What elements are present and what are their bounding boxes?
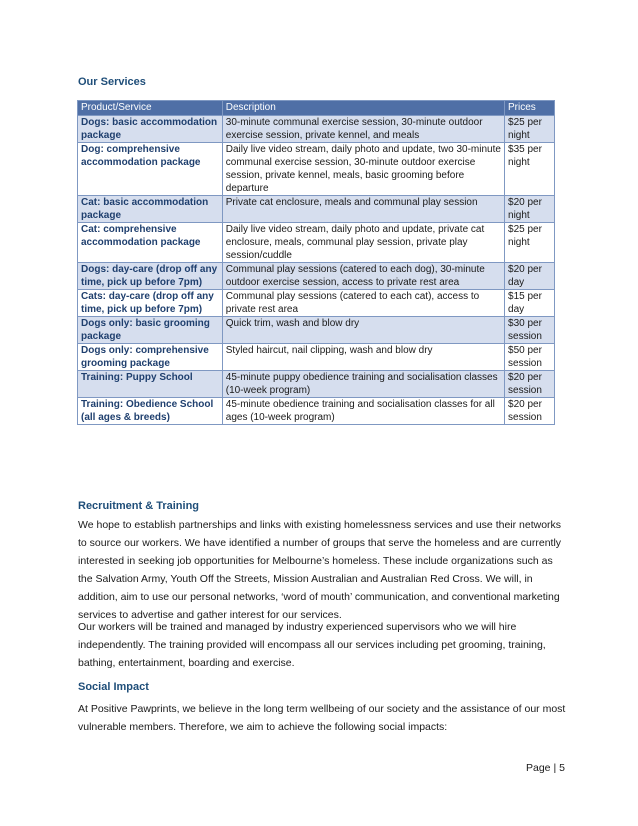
table-row (78, 371, 555, 398)
recruitment-paragraph-1: We hope to establish partnerships and links with existing homelessness services and use their networks to source our workers. We have identified a number of groups that serve the homeless and are currently interested in seeking job opportunities for Melbourne’s homeless. These include organizations such as the Salvation Army, Youth Off the Streets, Mission Australian and Australian Red Cross. We will, in addition, aim to use our personal networks, ‘word of mouth’ communication, and conventional marketing services to advertise and gather interest for our services. (78, 519, 562, 621)
table-row (78, 263, 555, 290)
price-cell: $20 per night (505, 196, 555, 223)
description-cell: 45-minute puppy obedience training and socialisation classes (10-week program) (222, 371, 504, 398)
table-row (78, 344, 555, 371)
services-heading: Our Services (78, 76, 146, 88)
price-cell: $20 per session (505, 371, 555, 398)
table-row (78, 290, 555, 317)
product-cell: Cats: day-care (drop off any time, pick up before 7pm) (78, 290, 223, 317)
product-cell: Training: Obedience School (all ages & breeds) (78, 398, 223, 425)
recruitment-heading: Recruitment & Training (78, 500, 200, 512)
product-cell: Cat: comprehensive accommodation package (78, 223, 223, 263)
description-cell: 45-minute obedience training and socialisation classes for all ages (10-week program) (222, 398, 504, 425)
header-description: Description (222, 101, 504, 116)
description-cell: Communal play sessions (catered to each cat), access to private rest area (222, 290, 504, 317)
price-cell: $20 per session (505, 398, 555, 425)
price-cell: $35 per night (505, 143, 555, 196)
product-cell: Dogs: basic accommodation package (78, 116, 223, 143)
recruitment-paragraph-2: Our workers will be trained and managed by industry experienced supervisors who we will hire independently. The training provided will encompass all our services including pet grooming, training, bathing, entertainment, boarding and exercise. (78, 621, 546, 669)
header-product: Product/Service (78, 101, 223, 116)
product-cell: Dogs only: basic grooming package (78, 317, 223, 344)
price-cell: $25 per night (505, 116, 555, 143)
product-cell: Dog: comprehensive accommodation package (78, 143, 223, 196)
price-cell: $50 per session (505, 344, 555, 371)
description-cell: Private cat enclosure, meals and communal play session (222, 196, 504, 223)
page-number: Page | 5 (526, 762, 565, 774)
services-table (77, 100, 555, 425)
table-row (78, 143, 555, 196)
table-row (78, 116, 555, 143)
table-row (78, 223, 555, 263)
header-prices: Prices (505, 101, 555, 116)
description-cell: Styled haircut, nail clipping, wash and blow dry (222, 344, 504, 371)
price-cell: $20 per day (505, 263, 555, 290)
product-cell: Dogs only: comprehensive grooming package (78, 344, 223, 371)
description-cell: Daily live video stream, daily photo and update, private cat enclosure, meals, communal play session, private play session/cuddle (222, 223, 504, 263)
product-cell: Dogs: day-care (drop off any time, pick up before 7pm) (78, 263, 223, 290)
product-cell: Training: Puppy School (78, 371, 223, 398)
social-impact-paragraph: At Positive Pawprints, we believe in the long term wellbeing of our society and the assistance of our most vulnerable members. Therefore, we aim to achieve the following social impacts: (78, 703, 566, 733)
description-cell: 30-minute communal exercise session, 30-minute outdoor exercise session, private kennel, and meals (222, 116, 504, 143)
product-cell: Cat: basic accommodation package (78, 196, 223, 223)
table-header-row (78, 101, 555, 116)
description-cell: Quick trim, wash and blow dry (222, 317, 504, 344)
price-cell: $30 per session (505, 317, 555, 344)
social-impact-heading: Social Impact (78, 681, 149, 693)
table-row (78, 398, 555, 425)
description-cell: Daily live video stream, daily photo and update, two 30-minute communal exercise session, 30-minute outdoor exercise session, private kennel, meals, basic grooming before departure (222, 143, 504, 196)
price-cell: $15 per day (505, 290, 555, 317)
table-row (78, 317, 555, 344)
table-row (78, 196, 555, 223)
price-cell: $25 per night (505, 223, 555, 263)
description-cell: Communal play sessions (catered to each dog), 30-minute outdoor exercise session, access to private rest area (222, 263, 504, 290)
